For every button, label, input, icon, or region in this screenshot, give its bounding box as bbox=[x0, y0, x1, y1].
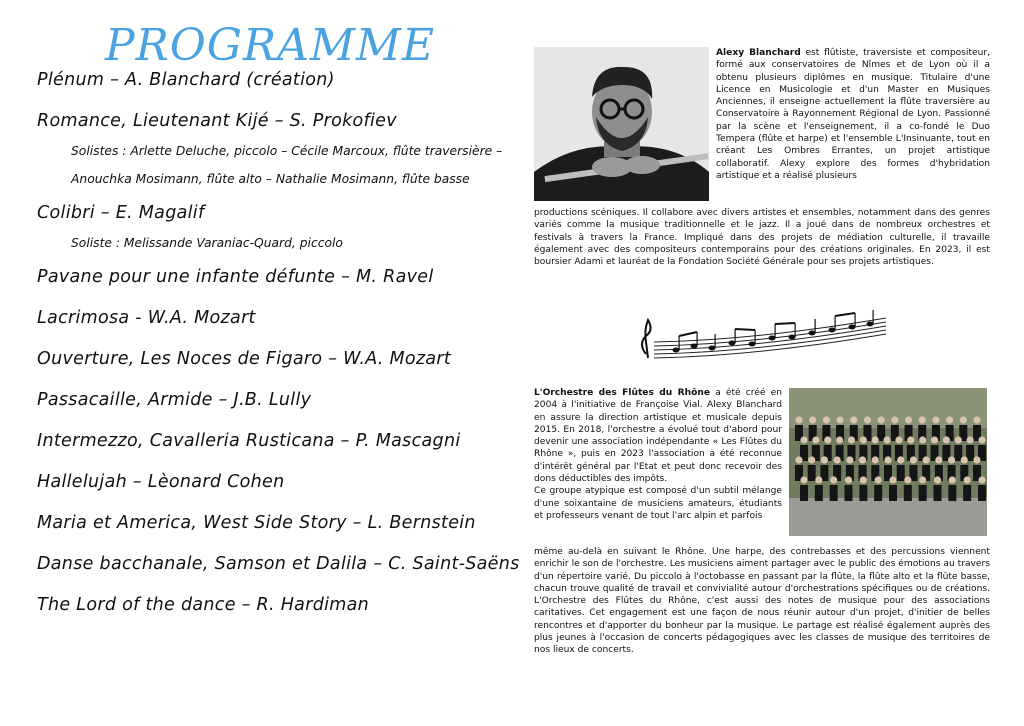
program-item: Pavane pour une infante défunte – M. Ravel bbox=[37, 267, 434, 287]
program-item: Colibri – E. Magalif bbox=[37, 203, 205, 223]
program-soloists: Solistes : Arlette Deluche, piccolo – Cécile Marcoux, flûte traversière – Anouchka Mosimann, flûte alto – Nathalie Mosimann, flûte basse bbox=[71, 144, 503, 186]
program-item: Ouverture, Les Noces de Figaro – W.A. Mozart bbox=[37, 349, 452, 369]
program-item: The Lord of the dance – R. Hardiman bbox=[37, 595, 370, 615]
program-item: Passacaille, Armide – J.B. Lully bbox=[37, 390, 312, 410]
page-title: PROGRAMME bbox=[105, 20, 436, 71]
program-item: Maria et America, West Side Story – L. Bernstein bbox=[37, 513, 476, 533]
program-item: Danse bacchanale, Samson et Dalila – C. Saint-Saëns bbox=[37, 554, 520, 574]
bio-orchestre-name: L'Orchestre des Flûtes du Rhône bbox=[534, 388, 711, 398]
bio-orchestre-bottom bbox=[534, 546, 990, 657]
portrait-photo bbox=[534, 47, 709, 201]
bio-orchestre-text-mid: Ce groupe atypique est composé d'un subtil mélange d'une soixantaine de musiciens amateurs, étudiants et professeurs venant de tout l'arc alpin et parfois bbox=[534, 486, 782, 521]
bio-blanchard-text-top: est flûtiste, traversiste et compositeur, formé aux conservatoires de Nîmes et de Lyon où il a obtenu plusieurs diplômes en musique. Titulaire d'une Licence en Musicologie et d'un Master en Musiques Anciennes, il enseigne actuellement la flûte traversière au Conservatoire à Rayonnement Régional de Lyon. Passionné par la scène et l'enseignement, il a co-fondé le Duo Tempera (flûte et harpe) et l'ensemble L'Insinuante, tout en créant Les Ombres Errantes, un projet artistique collaboratif. Alexy explore des formes d'hybridation artistique et a réalisé plusieurs bbox=[716, 48, 990, 181]
program-item: Lacrimosa - W.A. Mozart bbox=[37, 308, 256, 328]
orchestra-photo bbox=[789, 388, 987, 536]
program-item: Plénum – A. Blanchard (création) bbox=[37, 70, 335, 90]
bio-orchestre-text-bottom: même au-delà en suivant le Rhône. Une harpe, des contrebasses et des percussions viennent enrichir le son de l'orchestre. Les musiciens aiment partager avec le public des émotions au travers d'un répertoire varié. Du piccolo à l'octobasse en passant par la flûte, la flûte alto et la flûte basse, chacun trouve qualité de travail et convivialité autour d'orchestrations spécifiques ou de créations. L'Orchestre des Flûtes du Rhône, c'est aussi des notes de musique pour des associations caritatives. Cet engagement est une façon de nous réunir autour d'un projet, d'initier de belles rencontres et d'apporter du bonheur par la musique. Le partage est réalisé également auprès des plus jeunes à l'occasion de concerts pédagogiques avec les classes de musique des territoires de nos lieux de concerts. bbox=[534, 547, 990, 656]
bio-blanchard-name: Alexy Blanchard bbox=[716, 48, 801, 58]
program-item: Intermezzo, Cavalleria Rusticana – P. Mascagni bbox=[37, 431, 461, 451]
program-item: Hallelujah – Lèonard Cohen bbox=[37, 472, 285, 492]
bio-orchestre-top bbox=[534, 387, 782, 522]
bio-orchestre-text-top: a été créé en 2004 à l'initiative de Françoise Vial. Alexy Blanchard en assure la direction artistique et musicale depuis 2015. En 2018, l'orchestre a évolué tout d'abord pour devenir une association indépendante « Les Flûtes du Rhône », puis en 2023 l'association a été reconnue d'intérêt général par l'Etat et peut donc recevoir des dons déductibles des impôts. bbox=[534, 388, 782, 485]
music-staff-icon bbox=[636, 308, 892, 360]
program-item: Romance, Lieutenant Kijé – S. Prokofiev bbox=[37, 111, 397, 131]
bio-blanchard-text-bottom: productions scéniques. Il collabore avec divers artistes et ensembles, notamment dans des genres variés comme la musique traditionnelle et le jazz. Il a joué dans de nombreux orchestres et festivals à travers la France. Impliqué dans des projets de médiation culturelle, il travaille également avec des compositeurs contemporains pour des créations originales. En 2023, il est boursier Adami et lauréat de la Fondation Société Générale pour ses projets artistiques. bbox=[534, 208, 990, 268]
bio-blanchard-bottom bbox=[534, 207, 990, 268]
program-soloists: Soliste : Melissande Varaniac-Quard, piccolo bbox=[71, 236, 343, 250]
bio-blanchard-top bbox=[716, 47, 990, 182]
program-list bbox=[37, 70, 520, 636]
